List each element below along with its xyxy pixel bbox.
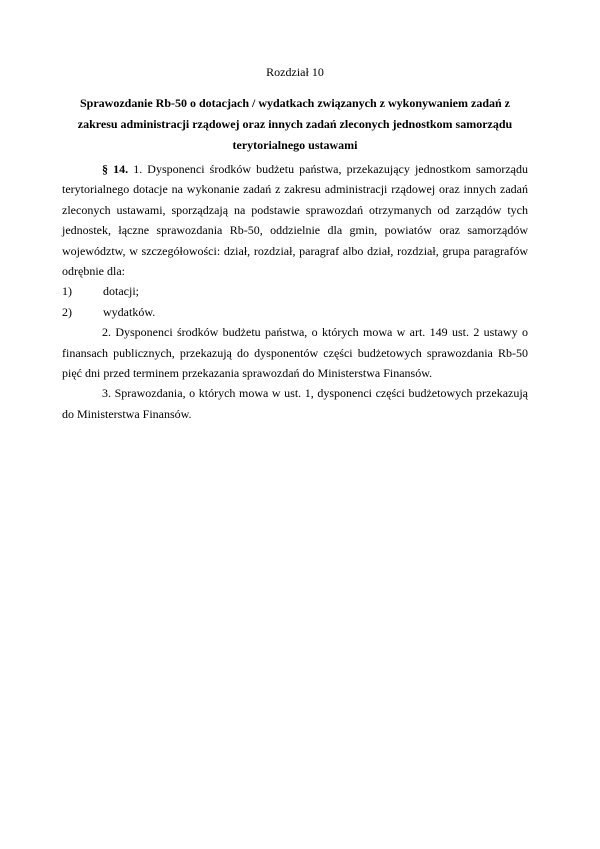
chapter-heading: Rozdział 10 [266,65,324,79]
list-item-1 [62,281,528,301]
list-item-2 [62,302,528,322]
paragraph-3: 3. Sprawozdania, o których mowa w ust. 1, dysponenci części budżetowych przekazują do Ministerstwa Finansów. [62,386,528,421]
paragraph-section-14 [62,159,528,281]
section-marker: § 14. [102,162,129,176]
document-title: Sprawozdanie Rb-50 o dotacjach / wydatkach związanych z wykonywaniem zadań z zakresu administracji rządowej oraz innych zadań zleconych jednostkom samorządu terytorialnego ustawami [77,96,513,152]
paragraph-1-text: 1. Dysponenci środków budżetu państwa, przekazujący jednostkom samorządu terytorialnego dotacje na wykonanie zadań z zakresu administracji rządowej oraz innych zadań zleconych ustawami, sporządzają na podstawie sprawozdań otrzymanych od zarządów tych jednostek, łączne sprawozdania Rb-50, oddzielnie dla gmin, powiatów oraz samorządów województw, w szczegółowości: dział, rozdział, paragraf albo dział, rozdział, grupa paragrafów odrębnie dla: [62,162,529,279]
list-item-1-text: dotacji; [103,284,139,299]
document-body [62,159,528,424]
list-item-1-marker: 1) [62,284,72,299]
list-item-2-text: wydatków. [103,304,156,319]
list-item-2-marker: 2) [62,304,72,319]
paragraph-2: 2. Dysponenci środków budżetu państwa, o których mowa w art. 149 ust. 2 ustawy o finansach publicznych, przekazują do dysponentów części budżetowych sprawozdania Rb-50 pięć dni przed terminem przekazania sprawozdań do Ministerstwa Finansów. [62,325,528,381]
